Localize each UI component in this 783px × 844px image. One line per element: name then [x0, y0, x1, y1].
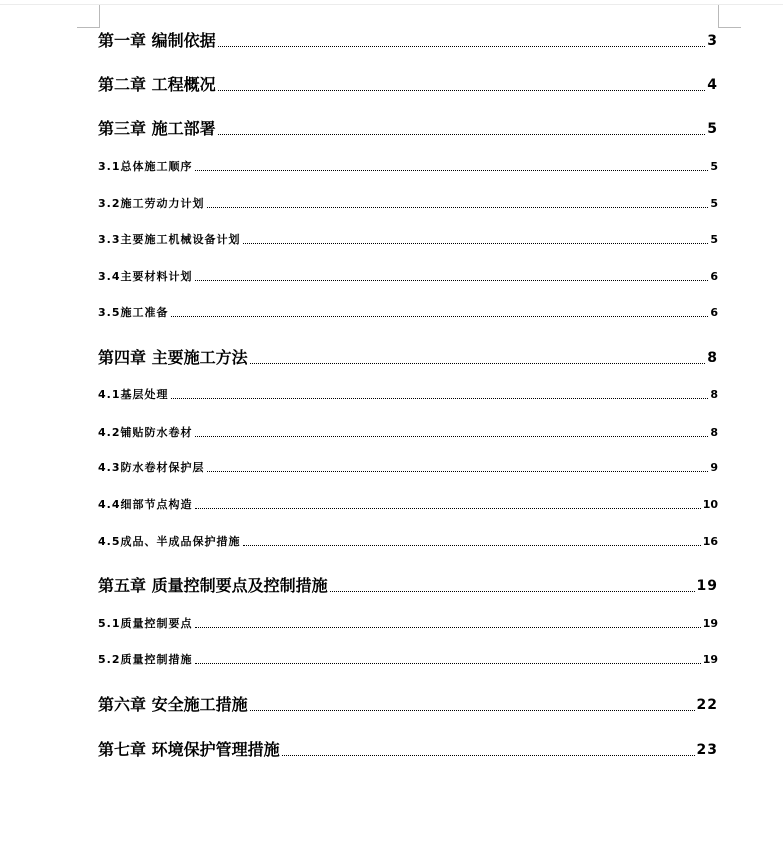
toc-entry-title: 3.2施工劳动力计划	[98, 197, 205, 210]
toc-entry-page: 6	[710, 270, 718, 283]
toc-leader-dots	[195, 170, 709, 171]
toc-entry-chapter-4[interactable]	[98, 348, 718, 368]
toc-entry-title: 第三章 施工部署	[98, 119, 216, 138]
toc-entry-title: 4.5成品、半成品保护措施	[98, 535, 241, 548]
toc-entry-page: 5	[707, 121, 718, 137]
toc-entry-title: 第六章 安全施工措施	[98, 695, 248, 714]
toc-leader-dots	[218, 46, 706, 47]
toc-leader-dots	[207, 207, 709, 208]
toc-leader-dots	[330, 591, 695, 592]
toc-entry-page: 22	[696, 697, 718, 713]
toc-entry-section-4-5[interactable]	[98, 535, 718, 549]
toc-entry-page: 5	[710, 233, 718, 246]
toc-entry-page: 6	[710, 306, 718, 319]
toc-leader-dots	[195, 436, 709, 437]
toc-entry-page: 5	[710, 197, 718, 210]
toc-entry-title: 3.3主要施工机械设备计划	[98, 233, 241, 246]
toc-entry-section-5-2[interactable]	[98, 653, 718, 667]
toc-leader-dots	[243, 243, 709, 244]
toc-entry-title: 4.3防水卷材保护层	[98, 461, 205, 474]
toc-entry-chapter-3[interactable]	[98, 119, 718, 139]
toc-entry-title: 第四章 主要施工方法	[98, 348, 248, 367]
toc-entry-section-4-2[interactable]	[98, 426, 718, 440]
toc-entry-section-3-2[interactable]	[98, 197, 718, 211]
toc-entry-page: 9	[710, 461, 718, 474]
toc-entry-page: 4	[707, 77, 718, 93]
toc-entry-page: 23	[696, 742, 718, 758]
toc-leader-dots	[207, 471, 709, 472]
toc-entry-page: 8	[710, 426, 718, 439]
toc-entry-title: 3.4主要材料计划	[98, 270, 193, 283]
toc-entry-chapter-7[interactable]	[98, 740, 718, 760]
toc-entry-title: 4.1基层处理	[98, 388, 169, 401]
toc-entry-section-5-1[interactable]	[98, 617, 718, 631]
toc-entry-chapter-5[interactable]	[98, 576, 718, 596]
toc-entry-title: 第五章 质量控制要点及控制措施	[98, 576, 328, 595]
toc-entry-section-4-3[interactable]	[98, 461, 718, 475]
toc-leader-dots	[171, 398, 709, 399]
toc-entry-page: 16	[702, 535, 718, 548]
toc-entry-section-4-4[interactable]	[98, 498, 718, 512]
toc-entry-title: 5.1质量控制要点	[98, 617, 193, 630]
toc-entry-page: 3	[707, 33, 718, 49]
toc-entry-page: 8	[707, 350, 718, 366]
toc-entry-chapter-1[interactable]	[98, 31, 718, 51]
toc-entry-page: 8	[710, 388, 718, 401]
toc-leader-dots	[171, 316, 709, 317]
margin-corner-mark-left	[77, 5, 100, 28]
toc-entry-title: 第二章 工程概况	[98, 75, 216, 94]
toc-entry-page: 5	[710, 160, 718, 173]
toc-entry-section-3-3[interactable]	[98, 233, 718, 247]
toc-leader-dots	[282, 755, 695, 756]
toc-leader-dots	[195, 280, 709, 281]
toc-entry-title: 4.4细部节点构造	[98, 498, 193, 511]
toc-leader-dots	[250, 710, 695, 711]
toc-leader-dots	[218, 90, 706, 91]
toc-entry-section-3-1[interactable]	[98, 160, 718, 174]
toc-entry-title: 第一章 编制依据	[98, 31, 216, 50]
toc-leader-dots	[195, 663, 701, 664]
toc-entry-page: 10	[702, 498, 718, 511]
toc-leader-dots	[218, 134, 706, 135]
toc-leader-dots	[195, 627, 701, 628]
toc-entry-title: 5.2质量控制措施	[98, 653, 193, 666]
toc-entry-title: 3.1总体施工顺序	[98, 160, 193, 173]
toc-leader-dots	[195, 508, 701, 509]
toc-leader-dots	[250, 363, 706, 364]
toc-entry-section-3-5[interactable]	[98, 306, 718, 320]
toc-entry-page: 19	[702, 653, 718, 666]
toc-leader-dots	[243, 545, 701, 546]
toc-entry-title: 第七章 环境保护管理措施	[98, 740, 280, 759]
toc-entry-chapter-2[interactable]	[98, 75, 718, 95]
toc-entry-section-3-4[interactable]	[98, 270, 718, 284]
toc-entry-chapter-6[interactable]	[98, 695, 718, 715]
toc-entry-title: 4.2铺贴防水卷材	[98, 426, 193, 439]
table-of-contents	[98, 0, 718, 844]
toc-entry-page: 19	[702, 617, 718, 630]
toc-entry-title: 3.5施工准备	[98, 306, 169, 319]
toc-entry-section-4-1[interactable]	[98, 388, 718, 402]
toc-entry-page: 19	[696, 578, 718, 594]
margin-corner-mark-right	[718, 5, 741, 28]
